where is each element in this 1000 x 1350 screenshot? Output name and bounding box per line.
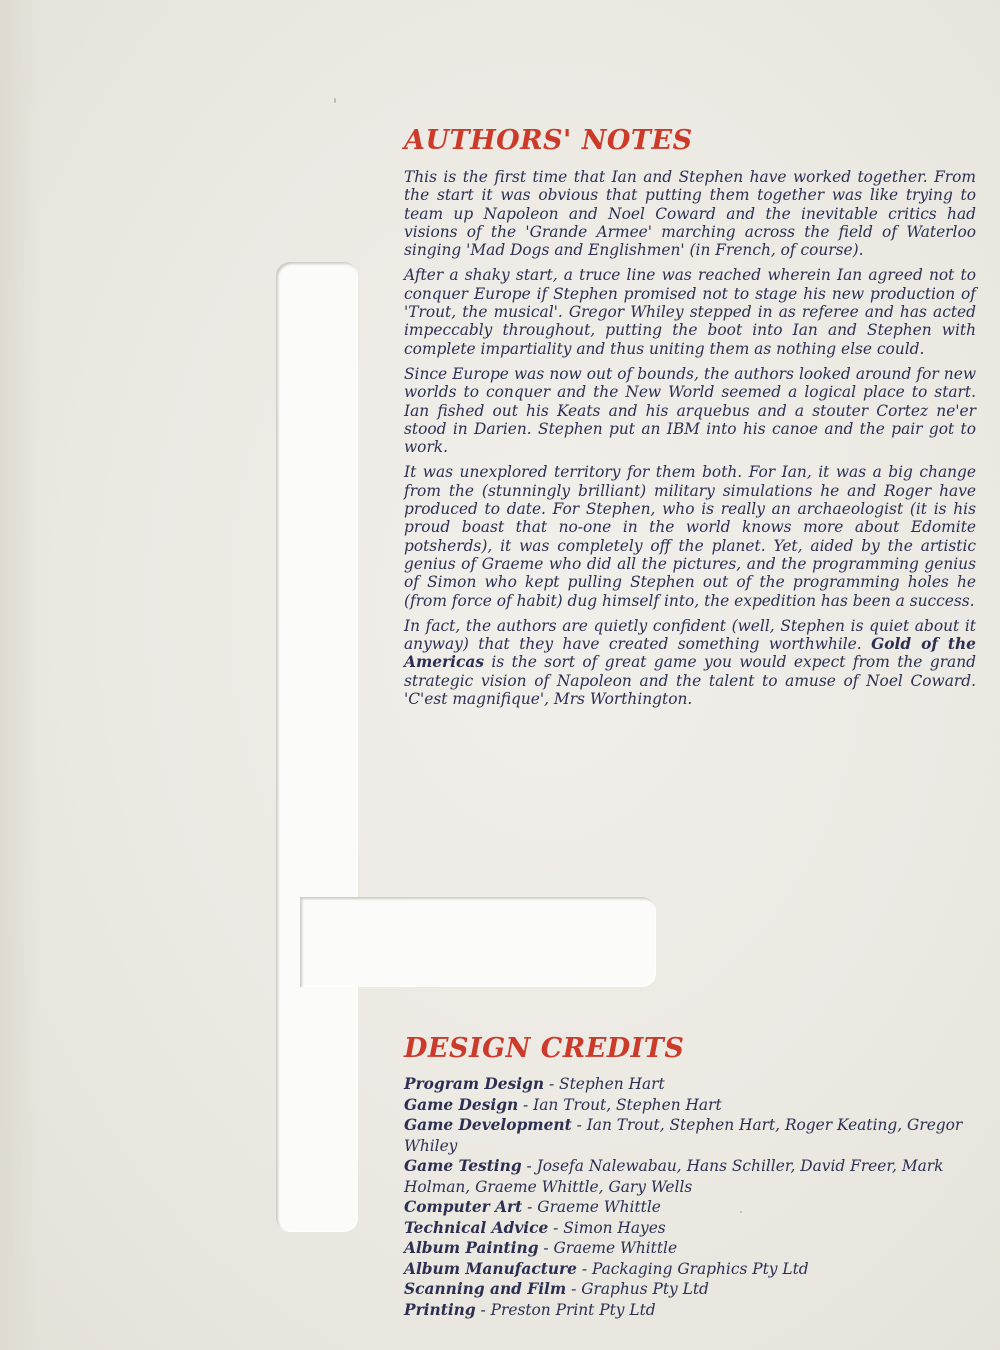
credit-line bbox=[404, 1115, 976, 1156]
authors-notes-section bbox=[404, 125, 976, 715]
authors-notes-body bbox=[404, 168, 976, 708]
credit-names: Stephen Hart bbox=[559, 1075, 665, 1093]
credit-names: Josefa Nalewabau, Hans Schiller, David Freer, Mark Holman, Graeme Whittle, Gary Wells bbox=[404, 1157, 944, 1196]
credit-separator: - bbox=[521, 1157, 537, 1175]
authors-notes-heading: AUTHORS' NOTES bbox=[404, 125, 693, 156]
credit-role: Scanning and Film bbox=[404, 1280, 567, 1298]
notes-paragraph-2: After a shaky start, a truce line was reached wherein Ian agreed not to conquer Europe if Stephen promised not to stage his new production of 'Trout, the musical'. Gregor Whiley stepped in as referee and has acted impeccably throughout, putting the boot into Ian and Stephen with complete impartiality and thus uniting them as nothing else could. bbox=[404, 266, 976, 358]
credit-role: Computer Art bbox=[404, 1198, 523, 1216]
credit-names: Ian Trout, Stephen Hart bbox=[533, 1095, 722, 1114]
credit-separator: - bbox=[566, 1280, 582, 1298]
credit-role: Printing bbox=[404, 1300, 476, 1319]
page-edge-shadow bbox=[0, 0, 40, 1350]
credit-line bbox=[404, 1238, 976, 1259]
diecut-slot-horizontal bbox=[300, 897, 656, 987]
credit-names: Graphus Pty Ltd bbox=[581, 1280, 709, 1298]
credit-names: Preston Print Pty Ltd bbox=[490, 1300, 656, 1319]
design-credits-heading: DESIGN CREDITS bbox=[404, 1033, 685, 1064]
credit-names: Graeme Whittle bbox=[553, 1239, 678, 1257]
notes-paragraph-5 bbox=[404, 617, 976, 708]
diecut-slot-vertical bbox=[276, 262, 358, 1232]
credit-role: Game Design bbox=[404, 1095, 519, 1114]
credit-names: Ian Trout, Stephen Hart, Roger Keating, Gregor Whiley bbox=[404, 1116, 963, 1155]
credit-line bbox=[404, 1156, 976, 1197]
notes-paragraph-4: It was unexplored territory for them both. For Ian, it was a big change from the (stunningly brilliant) military simulations he and Roger have produced to date. For Stephen, who is really an archaeologist (it is his proud boast that no-one in the world knows more about Edomite potsherds), it was completely off the planet. Yet, aided by the artistic genius of Graeme who did all the pictures, and the programming genius of Simon who kept pulling Stephen out of the programming holes he (from force of habit) dug himself into, the expedition has been a success. bbox=[404, 463, 976, 610]
credit-line bbox=[404, 1197, 976, 1218]
credit-line bbox=[404, 1074, 976, 1095]
print-speck bbox=[334, 98, 336, 103]
credit-separator: - bbox=[548, 1218, 564, 1237]
credit-separator: - bbox=[518, 1095, 534, 1114]
credit-role: Album Manufacture bbox=[404, 1259, 577, 1278]
credit-role: Technical Advice bbox=[404, 1218, 549, 1237]
credit-line bbox=[404, 1218, 976, 1239]
notes-paragraph-3: Since Europe was now out of bounds, the authors looked around for new worlds to conquer and the New World seemed a logical place to start. Ian fished out his Keats and his arquebus and a stouter Cortez ne'er stood in Darien. Stephen put an IBM into his canoe and the pair got to work. bbox=[404, 364, 976, 457]
notes-paragraph-5-end: is the sort of great game you would expect from the grand strategic vision of Napoleon and the talent to amuse of Noel Coward. 'C'est magnifique', Mrs Worthington. bbox=[404, 653, 976, 709]
credit-separator: - bbox=[576, 1259, 592, 1278]
credit-line bbox=[404, 1259, 976, 1280]
notes-paragraph-1: This is the first time that Ian and Stephen have worked together. From the start it was obvious that putting them together was like trying to team up Napoleon and Noel Coward and the inevitable critics had visions of the 'Grande Armee' marching across the field of Waterloo singing 'Mad Dogs and Englishmen' (in French, of course). bbox=[404, 168, 976, 260]
credit-role: Game Testing bbox=[404, 1157, 522, 1175]
credit-role: Program Design bbox=[404, 1075, 545, 1093]
design-credits-section bbox=[404, 1033, 976, 1320]
credit-separator: - bbox=[522, 1198, 538, 1216]
credit-separator: - bbox=[475, 1300, 491, 1319]
credit-separator: - bbox=[538, 1239, 554, 1257]
game-title: Gold of the Americas bbox=[404, 635, 976, 672]
notes-paragraph-5-start: In fact, the authors are quietly confident (well, Stephen is quiet about it anyway) that they have created something worthwhile. bbox=[404, 616, 976, 654]
credit-line bbox=[404, 1095, 976, 1116]
credit-names: Graeme Whittle bbox=[537, 1198, 661, 1216]
credit-names: Packaging Graphics Pty Ltd bbox=[591, 1259, 809, 1278]
credit-separator: - bbox=[544, 1075, 560, 1093]
design-credits-list bbox=[404, 1074, 976, 1320]
credit-line bbox=[404, 1300, 976, 1321]
credit-names: Simon Hayes bbox=[563, 1218, 666, 1237]
credit-separator: - bbox=[571, 1116, 587, 1134]
credit-role: Album Painting bbox=[404, 1239, 539, 1257]
credit-line bbox=[404, 1279, 976, 1300]
credit-role: Game Development bbox=[404, 1116, 572, 1134]
